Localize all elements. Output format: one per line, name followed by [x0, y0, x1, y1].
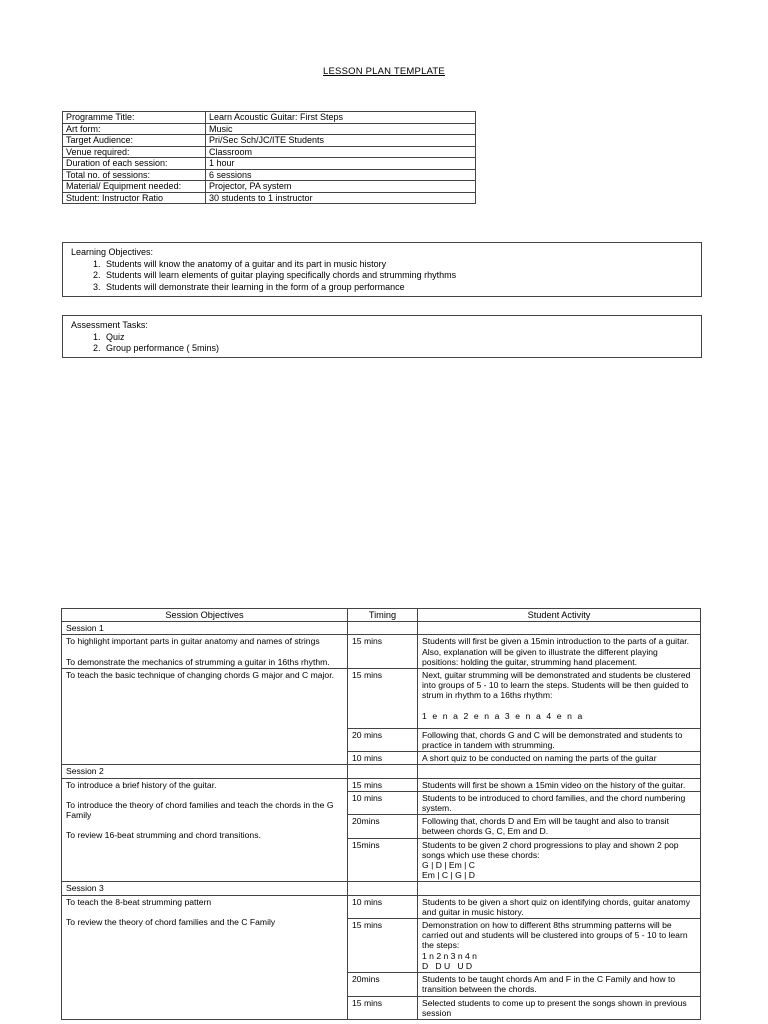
- session-label-row: [62, 765, 701, 778]
- activity-cell: Students will first be given a 15min introduction to the parts of a guitar. Also, explanation will be given to illustrate the different playing positions: holding the guitar, strumming hand placement.: [418, 635, 701, 669]
- header-timing: Timing: [348, 609, 418, 622]
- activity-cell: [418, 838, 701, 882]
- session-objectives-cell: [62, 669, 348, 765]
- timing-cell: 20mins: [348, 815, 418, 838]
- table-row: [62, 669, 701, 729]
- info-value: Pri/Sec Sch/JC/ITE Students: [206, 135, 476, 147]
- timing-cell: 10 mins: [348, 895, 418, 918]
- activity-text: Students to be given 2 chord progressions to play and shown 2 pop songs which use these chords:: [422, 839, 679, 860]
- table-row: [62, 778, 701, 791]
- activity-cell: [418, 919, 701, 973]
- learning-objectives-list: [71, 259, 693, 294]
- session-objectives-cell: [62, 778, 348, 882]
- session-label: Session 3: [62, 882, 348, 895]
- page-title: LESSON PLAN TEMPLATE: [323, 66, 445, 77]
- assessment-tasks-list: [71, 332, 693, 355]
- objective-text: To demonstrate the mechanics of strumming a guitar in 16ths rhythm.: [66, 656, 330, 667]
- session-objectives-cell: [62, 635, 348, 669]
- activity-cell: [418, 669, 701, 729]
- info-row: [63, 192, 476, 204]
- info-row: [63, 123, 476, 135]
- timing-cell: 15 mins: [348, 919, 418, 973]
- chord-progression: Em | C | G | D: [422, 870, 476, 881]
- info-value: Music: [206, 123, 476, 135]
- session-schedule-table: [61, 608, 701, 1020]
- info-key: Venue required:: [63, 146, 206, 158]
- timing-cell: 15 mins: [348, 635, 418, 669]
- info-value: Classroom: [206, 146, 476, 158]
- session-label: Session 2: [62, 765, 348, 778]
- info-key: Programme Title:: [63, 112, 206, 124]
- info-key: Target Audience:: [63, 135, 206, 147]
- objective-text: To teach the 8-beat strumming pattern: [66, 896, 212, 907]
- table-row: [62, 635, 701, 669]
- session-label-row: [62, 622, 701, 635]
- timing-cell: 15mins: [348, 838, 418, 882]
- assessment-tasks-heading: Assessment Tasks:: [71, 320, 148, 330]
- assessment-tasks-box: [62, 315, 702, 358]
- timing-cell: 10 mins: [348, 752, 418, 765]
- info-value: Learn Acoustic Guitar: First Steps: [206, 112, 476, 124]
- assessment-item: 2. Group performance ( 5mins): [103, 343, 693, 355]
- learning-objectives-box: [62, 242, 702, 297]
- activity-cell: Students to be introduced to chord families, and the chord numbering system.: [418, 791, 701, 814]
- objective-text: To teach the basic technique of changing chords G major and C major.: [66, 670, 334, 681]
- info-value: 1 hour: [206, 158, 476, 170]
- info-value: Projector, PA system: [206, 181, 476, 193]
- timing-cell: 10 mins: [348, 791, 418, 814]
- activity-cell: Students to be given a short quiz on identifying chords, guitar anatomy and guitar in music history.: [418, 895, 701, 918]
- schedule-header-row: [62, 609, 701, 622]
- activity-cell: Students will first be shown a 15min video on the history of the guitar.: [418, 778, 701, 791]
- table-row: [62, 895, 701, 918]
- info-row: [63, 158, 476, 170]
- objective-text: To review 16-beat strumming and chord transitions.: [66, 830, 261, 841]
- session-label-row: [62, 882, 701, 895]
- header-session-objectives: Session Objectives: [62, 609, 348, 622]
- objective-item: 3. Students will demonstrate their learning in the form of a group performance: [103, 282, 693, 294]
- info-row: [63, 146, 476, 158]
- session-objectives-cell: [62, 895, 348, 1019]
- timing-cell: 15 mins: [348, 669, 418, 729]
- info-key: Total no. of sessions:: [63, 169, 206, 181]
- activity-cell: Students to be taught chords Am and F in the C Family and how to transition between the chords.: [418, 973, 701, 996]
- activity-text: Next, guitar strumming will be demonstrated and students be clustered into groups of 5 - 10 to learn the steps. Students will be then guided to strum in rhythm to a 16ths rhythm:: [422, 670, 691, 701]
- info-value: 6 sessions: [206, 169, 476, 181]
- info-key: Art form:: [63, 123, 206, 135]
- assessment-item: 1. Quiz: [103, 332, 693, 344]
- info-row: [63, 112, 476, 124]
- info-key: Material/ Equipment needed:: [63, 181, 206, 193]
- info-row: [63, 169, 476, 181]
- info-value: 30 students to 1 instructor: [206, 192, 476, 204]
- objective-text: To introduce the theory of chord families and teach the chords in the G Family: [66, 799, 334, 821]
- timing-cell: 20mins: [348, 973, 418, 996]
- objective-text: To review the theory of chord families and the C Family: [66, 916, 276, 927]
- info-key: Duration of each session:: [63, 158, 206, 170]
- session-label: Session 1: [62, 622, 348, 635]
- info-row: [63, 181, 476, 193]
- objective-text: To introduce a brief history of the guitar.: [66, 779, 217, 790]
- timing-cell: 20 mins: [348, 728, 418, 751]
- activity-cell: Selected students to come up to present the songs shown in previous session: [418, 996, 701, 1019]
- activity-text: Demonstration on how to different 8ths strumming patterns will be carried out and students will be clustered into groups of 5 - 10 to learn the steps:: [422, 920, 688, 951]
- chord-progression: G | D | Em | C: [422, 860, 476, 871]
- rhythm-count: 1 e n a 2 e n a 3 e n a 4 e n a: [422, 710, 584, 721]
- objective-item: 2. Students will learn elements of guitar playing specifically chords and strumming rhythms: [103, 270, 693, 282]
- objective-text: To highlight important parts in guitar anatomy and names of strings: [66, 636, 320, 647]
- header-student-activity: Student Activity: [418, 609, 701, 622]
- programme-info-table: [62, 111, 476, 204]
- activity-cell: Following that, chords G and C will be demonstrated and students to practice in tandem with strumming.: [418, 728, 701, 751]
- timing-cell: 15 mins: [348, 996, 418, 1019]
- strum-pattern: D D U U D: [422, 960, 473, 971]
- objective-item: 1. Students will know the anatomy of a guitar and its part in music history: [103, 259, 693, 271]
- timing-cell: 15 mins: [348, 778, 418, 791]
- learning-objectives-heading: Learning Objectives:: [71, 247, 154, 257]
- info-key: Student: Instructor Ratio: [63, 192, 206, 204]
- activity-cell: Following that, chords D and Em will be taught and also to transit between chords G, C, Em and D.: [418, 815, 701, 838]
- activity-cell: A short quiz to be conducted on naming the parts of the guitar: [418, 752, 701, 765]
- info-row: [63, 135, 476, 147]
- strum-count: 1 n 2 n 3 n 4 n: [422, 950, 477, 961]
